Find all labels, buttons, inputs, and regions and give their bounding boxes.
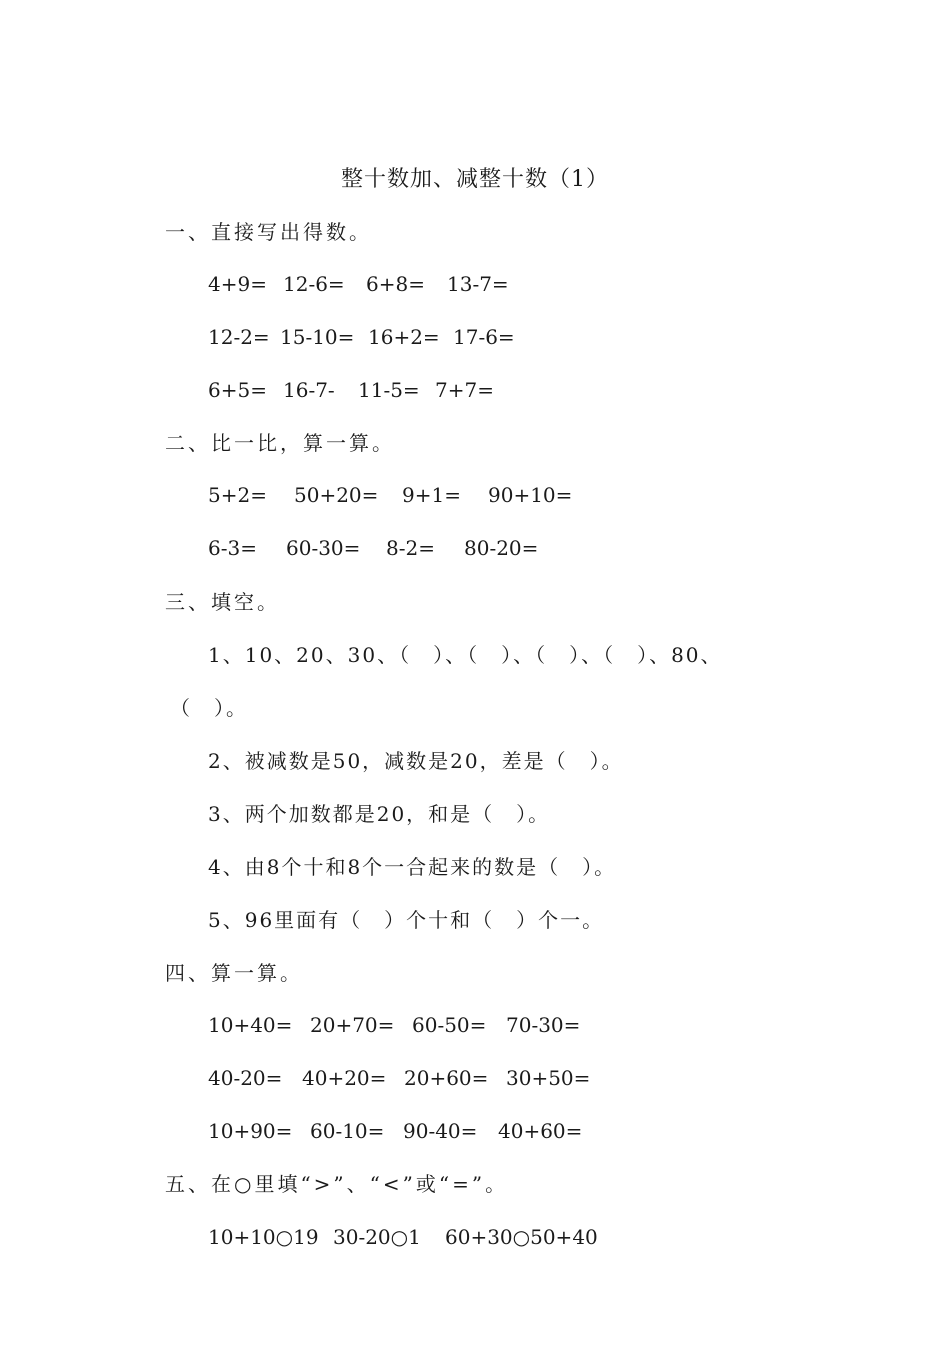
math-problem: 60-50= — [412, 1013, 487, 1037]
section-3-heading: 三、填空。 — [165, 590, 280, 614]
math-problem: 40+20= — [302, 1066, 387, 1090]
math-problem: 10+90= — [208, 1119, 293, 1143]
fill-question-1-line-2: （ ）。 — [170, 696, 248, 720]
math-problem: 40-20= — [208, 1066, 283, 1090]
fill-question-1-line-1: 1、10、20、30、（ ）、（ ）、（ ）、（ ）、80、 — [208, 643, 723, 667]
math-problem: 6+8= — [366, 272, 425, 296]
math-problem: 7+7= — [435, 378, 494, 402]
fill-question-2: 2、被减数是50，减数是20，差是（ ）。 — [208, 749, 624, 773]
math-problem: 50+20= — [294, 483, 379, 507]
math-problem: 5+2= — [208, 483, 267, 507]
math-problem: 10+40= — [208, 1013, 293, 1037]
math-problem: 6+5= — [208, 378, 267, 402]
math-problem: 6-3= — [208, 536, 257, 560]
math-problem: 16+2= — [368, 325, 440, 349]
math-problem: 4+9= — [208, 272, 267, 296]
math-problem: 13-7= — [447, 272, 509, 296]
page-title: 整十数加、减整十数（1） — [341, 167, 609, 192]
compare-problem: 60+30○50+40 — [445, 1225, 598, 1249]
section-4-heading: 四、算一算。 — [165, 961, 303, 985]
compare-problem: 10+10○19 — [208, 1225, 319, 1249]
math-problem: 60-30= — [286, 536, 361, 560]
compare-problem: 30-20○1 — [333, 1225, 421, 1249]
math-problem: 70-30= — [506, 1013, 581, 1037]
fill-question-3: 3、两个加数都是20，和是（ ）。 — [208, 802, 551, 826]
math-problem: 12-2= — [208, 325, 270, 349]
math-problem: 20+70= — [310, 1013, 395, 1037]
math-problem: 16-7- — [283, 378, 335, 402]
math-problem: 80-20= — [464, 536, 539, 560]
math-problem: 30+50= — [506, 1066, 591, 1090]
fill-question-5: 5、96里面有（ ）个十和（ ）个一。 — [208, 908, 605, 932]
section-1-heading: 一、直接写出得数。 — [165, 220, 372, 244]
math-problem: 20+60= — [404, 1066, 489, 1090]
math-problem: 15-10= — [280, 325, 355, 349]
math-problem: 90+10= — [488, 483, 573, 507]
math-problem: 9+1= — [402, 483, 461, 507]
math-problem: 40+60= — [498, 1119, 583, 1143]
fill-question-4: 4、由8个十和8个一合起来的数是（ ）。 — [208, 855, 617, 879]
math-problem: 17-6= — [453, 325, 515, 349]
section-5-heading: 五、在○里填“>”、“<”或“=”。 — [165, 1172, 509, 1196]
section-2-heading: 二、比一比，算一算。 — [165, 431, 395, 455]
math-problem: 12-6= — [283, 272, 345, 296]
math-problem: 8-2= — [386, 536, 435, 560]
math-problem: 90-40= — [403, 1119, 478, 1143]
math-problem: 60-10= — [310, 1119, 385, 1143]
math-problem: 11-5= — [358, 378, 420, 402]
